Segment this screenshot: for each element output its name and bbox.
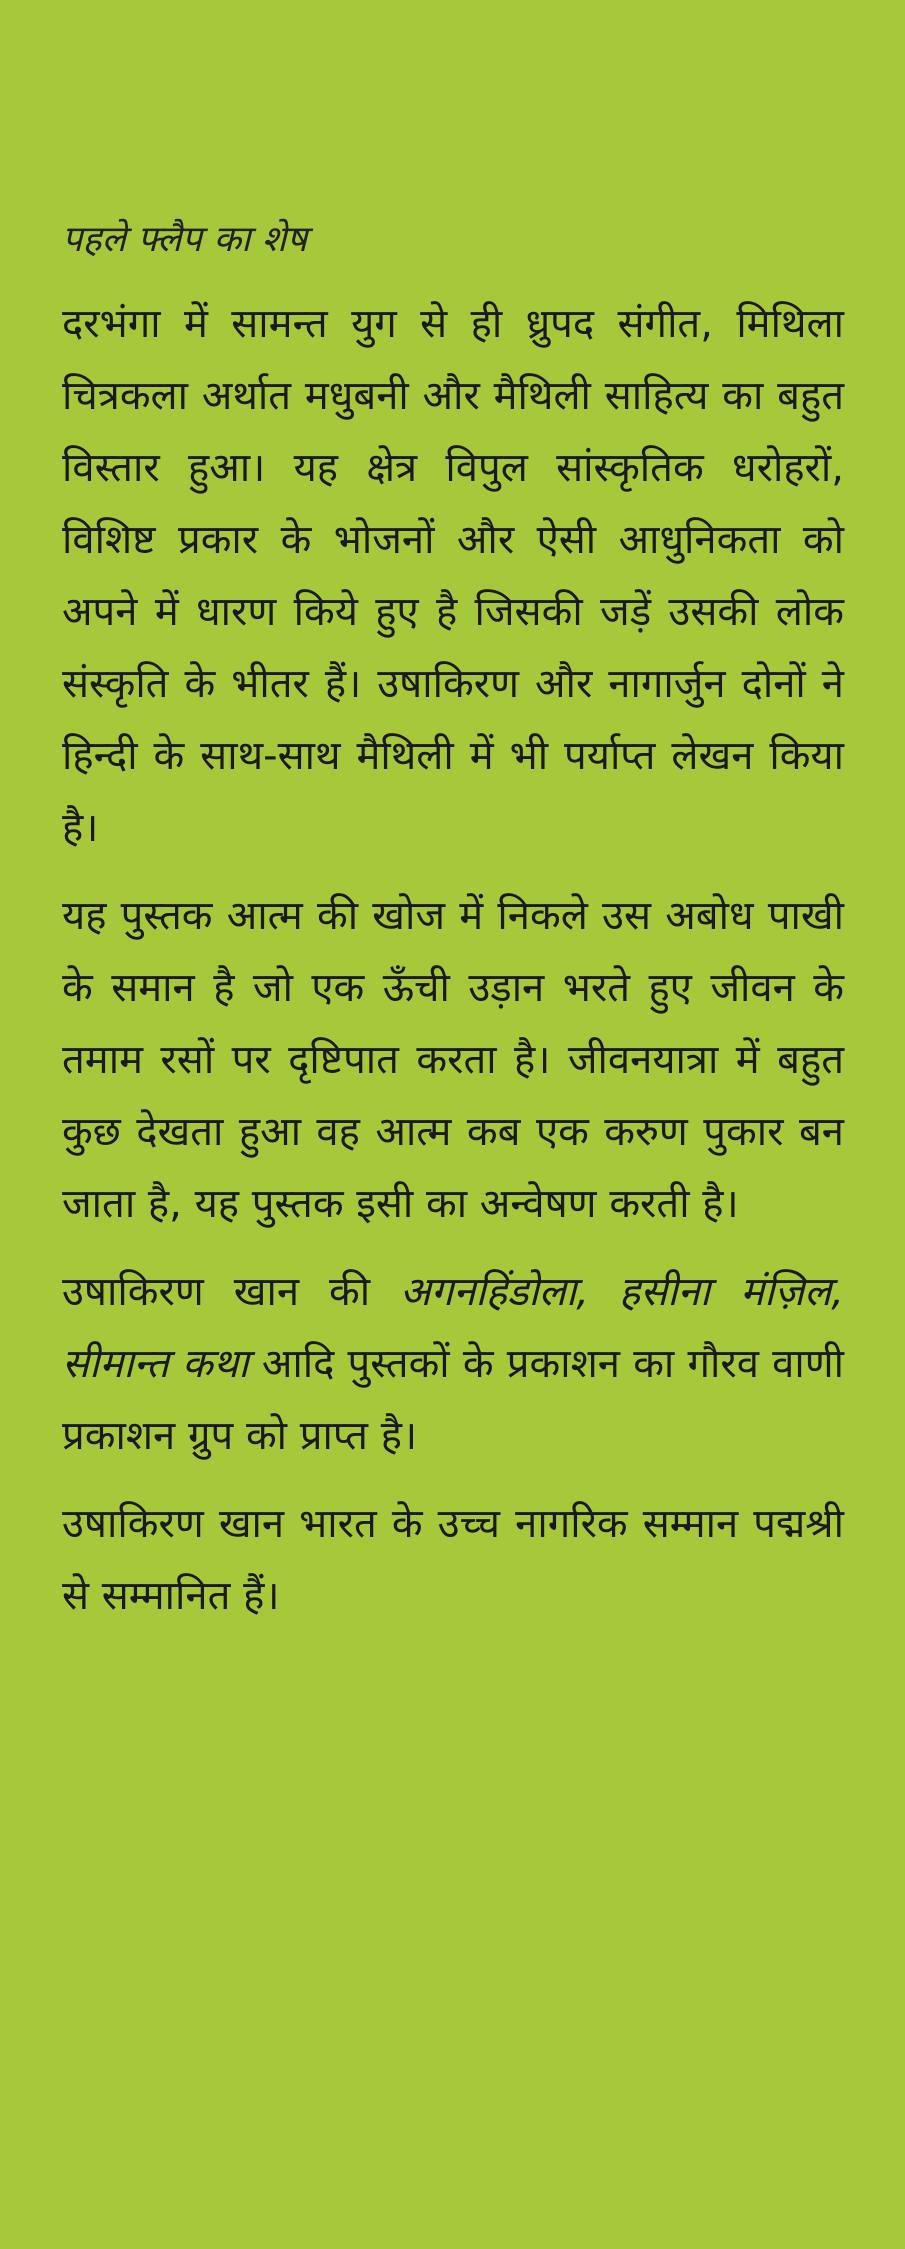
flap-continuation-heading: पहले फ्लैप का शेष [62, 219, 308, 260]
paragraph-book-description: यह पुस्तक आत्म की खोज में निकले उस अबोध पाखी के समान है जो एक ऊँची उड़ान भरते हुए जीवन के तमाम रसों पर दृष्टिपात करता है। जीवनयात्रा में बहुत कुछ देखता हुआ वह आत्म कब एक करुण पुकार बन जाता है, यह पुस्तक इसी का अन्वेषण करती है। [62, 893, 844, 1227]
back-flap-text [62, 200, 844, 1648]
paragraph-publications [62, 1256, 844, 1472]
paragraph-darbhanga-culture: दरभंगा में सामन्त युग से ही ध्रुपद संगीत, मिथिला चित्रकला अर्थात मधुबनी और मैथिली साहित्य का बहुत विस्तार हुआ। यह क्षेत्र विपुल सांस्कृतिक धरोहरों, विशिष्ट प्रकार के भोजनों और ऐसी आधुनिकता को अपने में धारण किये हुए है जिसकी जड़ें उसकी लोक संस्कृति के भीतर हैं। उषाकिरण और नागार्जुन दोनों ने हिन्दी के साथ-साथ मैथिली में भी पर्याप्त लेखन किया है। [62, 301, 844, 851]
publications-outro: आदि पुस्तकों के प्रकाशन का गौरव वाणी प्रकाशन ग्रुप को प्राप्त है। [62, 1341, 845, 1459]
book-titles: अगनहिंडोला, हसीना मंज़िल, सीमान्त कथा [62, 1269, 845, 1387]
publications-intro: उषाकिरण खान की [62, 1269, 401, 1315]
paragraph-padma-shri: उषाकिरण खान भारत के उच्च नागरिक सम्मान पद्मश्री से सम्मानित हैं। [62, 1501, 844, 1619]
